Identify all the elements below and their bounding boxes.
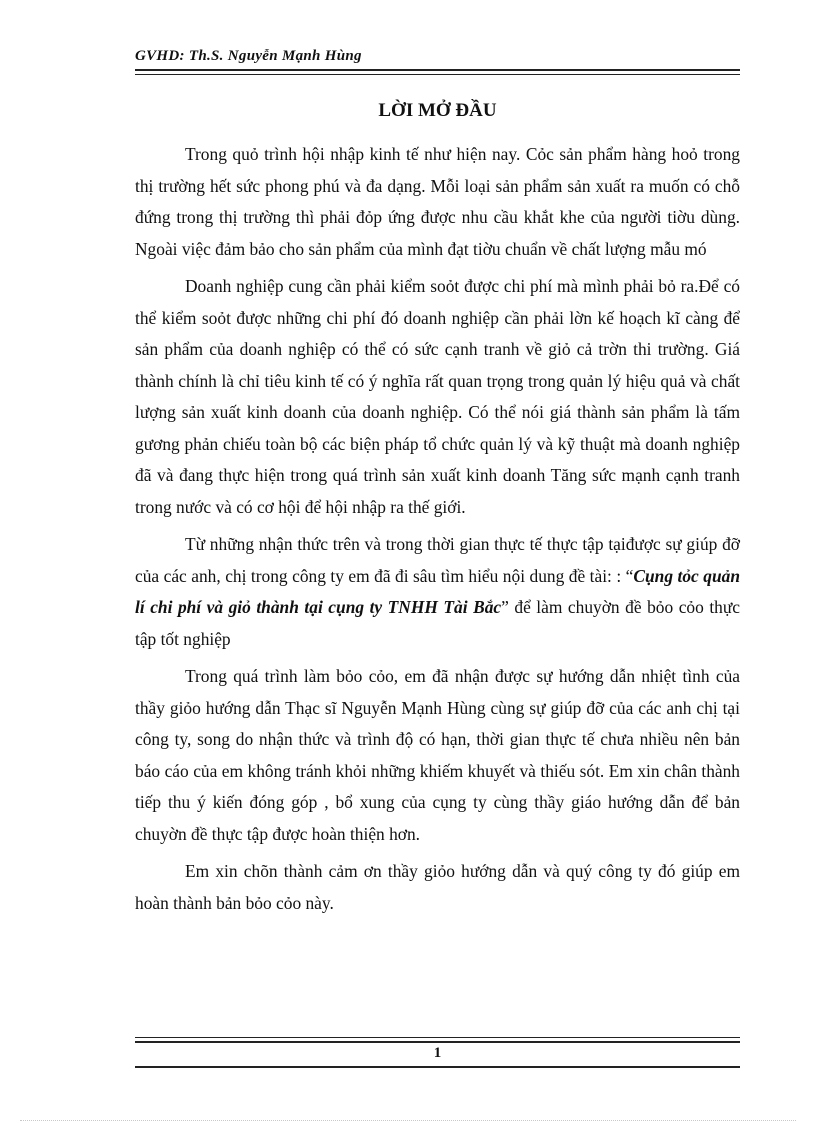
paragraph-5: Em xin chõn thành cảm ơn thầy giỏo hướng dẫn và quý công ty đó giúp em hoàn thành bản bỏo cỏo này. [135,861,740,913]
footer-rule-thin [135,1037,740,1038]
page-title: LỜI MỞ ĐẦU [378,100,497,121]
paragraph-3 [135,529,740,655]
header-rule-thick [135,69,740,71]
footer-bottom-rule [135,1066,740,1068]
header-rule-thin [135,74,740,75]
footer-rule-thick [135,1041,740,1043]
paragraph-1: Trong quỏ trình hội nhập kinh tế như hiện nay. Cỏc sản phẩm hàng hoỏ trong thị trường hết sức phong phú và đa dạng. Mỗi loại sản phẩm sản xuất ra muốn có chỗ đứng trong thị trường thì phải đỏp ứng được nhu cầu khắt khe của người tiờu dùng. Ngoài việc đảm bảo cho sản phẩm của mình đạt tiờu chuẩn về chất lượng mẫu mó [135,144,740,259]
thesis-topic: Cụng tỏc quản lí chi phí và giỏ thành tại cụng ty TNHH Tài Bắc [135,565,740,617]
paragraph-3-lead: Từ những nhận thức trên và trong thời gian thực tế thực tập tạiđược sự giúp đỡ của các anh, chị trong công ty em đã đi sâu tìm hiểu nội dung đề tài: : “ [135,534,740,586]
paragraph-2: Doanh nghiệp cung cần phải kiểm soỏt được chi phí mà mình phải bỏ ra.Để có thể kiểm soỏt được những chi phí đó doanh nghiệp cần phải lờn kế hoạch kĩ càng để sản phẩm của doanh nghiệp có thể có sức cạnh tranh về giỏ cả trờn thi trường. Giá thành chính là chỉ tiêu kinh tế có ý nghĩa rất quan trọng trong quản lý hiệu quả và chất lượng sản xuất kinh doanh của doanh nghiệp. Có thể nói giá thành sản phẩm là tấm gương phản chiếu toàn bộ các biện pháp tổ chức quản lý và kỹ thuật mà doanh nghiệp đã và đang thực hiện trong quá trình sản xuất kinh doanh Tăng sức mạnh cạnh tranh trong nước và có cơ hội để hội nhập ra thế giới. [135,276,740,517]
page-number: 1 [433,1045,442,1061]
paragraph-4: Trong quá trình làm bỏo cỏo, em đã nhận được sự hướng dẫn nhiệt tình của thầy giỏo hướng dẫn Thạc sĩ Nguyễn Mạnh Hùng cùng sự giúp đỡ của các anh chị tại công ty, song do nhận thức và trình độ có hạn, thời gian thực tế chưa nhiều nên bản báo cáo của em không tránh khỏi những khiếm khuyết và thiếu sót. Em xin chân thành tiếp thu ý kiến đóng góp , bổ xung của cụng ty cùng thầy giáo hướng dẫn để bản chuyờn đề thực tập được hoàn thiện hơn. [135,666,740,844]
running-header: GVHD: Th.S. Nguyễn Mạnh Hùng [135,48,362,64]
page-edge-dotted-line [20,1120,796,1121]
paragraph-3-tail: ” để làm chuyờn đề bỏo cỏo thực tập tốt nghiệp [135,597,740,649]
document-body [135,139,740,925]
